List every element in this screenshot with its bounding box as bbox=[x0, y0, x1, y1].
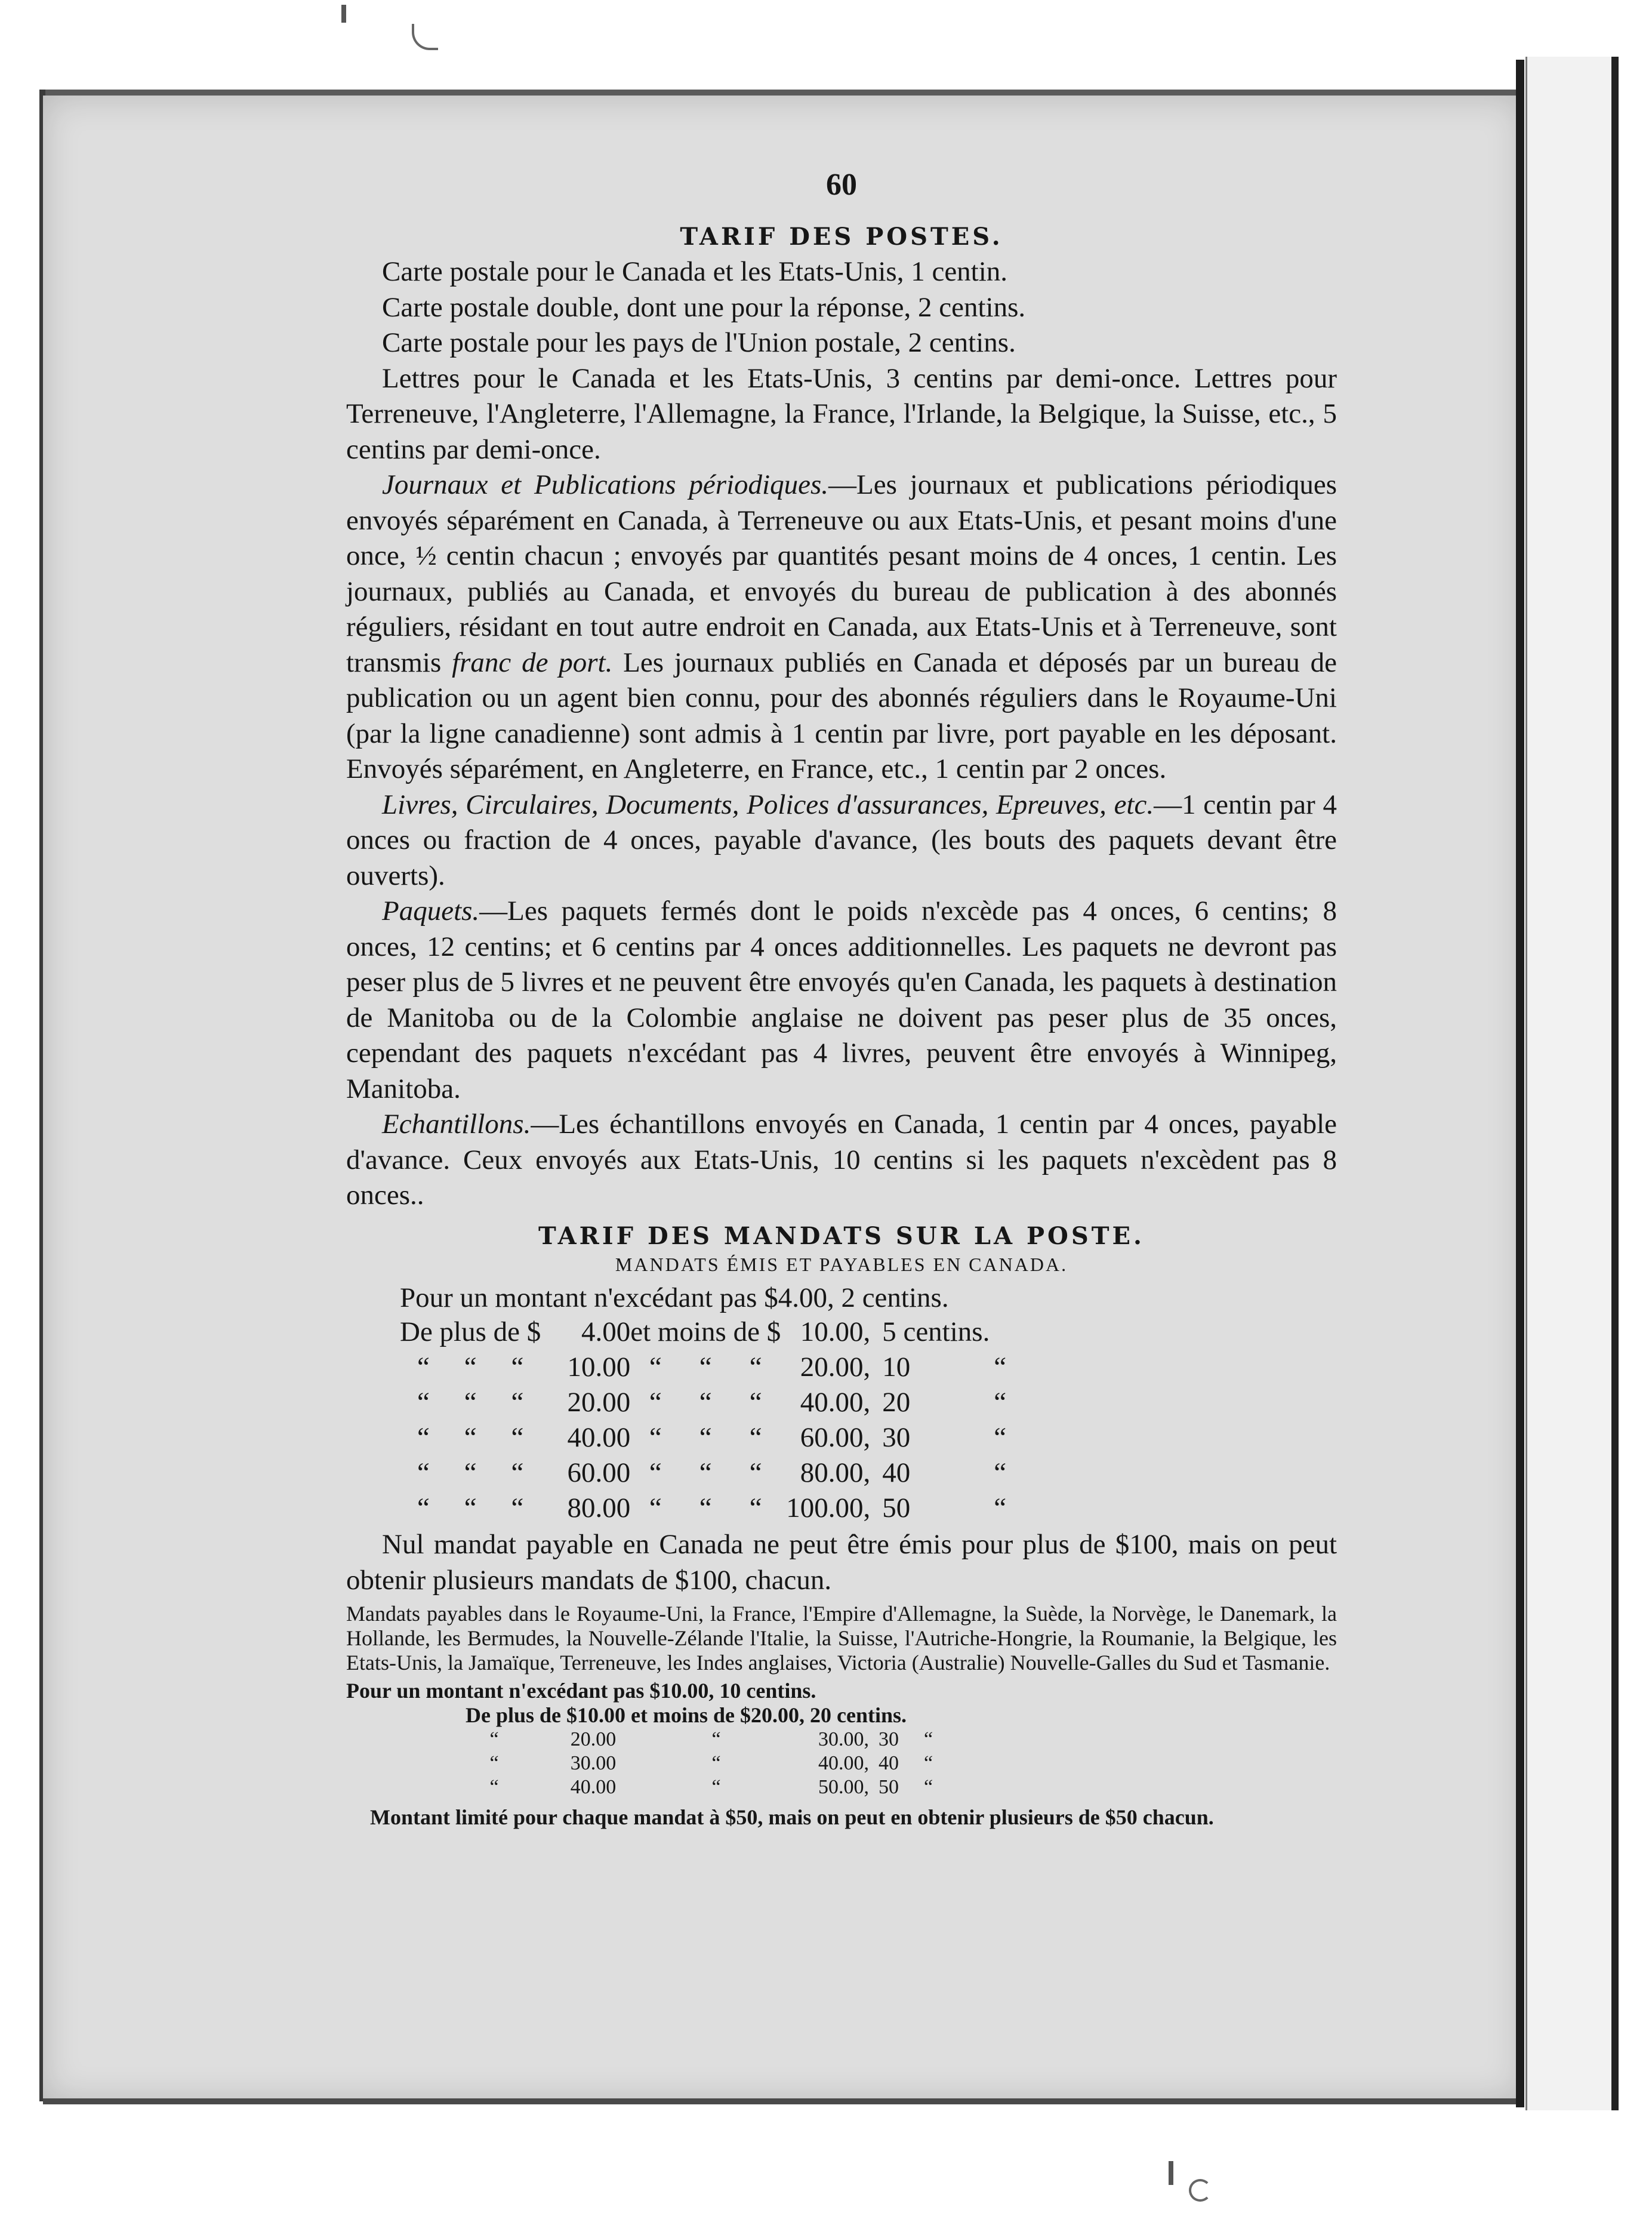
ditto-mark: “ bbox=[649, 1457, 662, 1488]
ditto-mark: “ bbox=[649, 1387, 662, 1418]
paragraph-text: Lettres pour le Canada et les Etats-Unis, 3 centins par demi-once. Lettres pour Terreneuve, l'Angleterre, l'Allemagne, la France, l'Irlande, la Belgique, la Suisse, etc., 5 centins par demi-once. bbox=[346, 362, 1337, 465]
ditto-mark: “ bbox=[994, 1422, 1007, 1453]
rate-value: 50 bbox=[882, 1492, 911, 1524]
paragraph-echantillons bbox=[346, 1107, 1337, 1214]
table-cell: 80.00, bbox=[800, 1457, 871, 1488]
paragraph-text: —Les échantillons envoyés en Canada, 1 centin par 4 onces, payable d'avance. Ceux envoyés aux Etats-Unis, 10 centins si les paquets n'excèdent pas 8 onces.. bbox=[346, 1109, 1337, 1211]
ditto-mark: “ bbox=[699, 1387, 712, 1418]
rate-value: 10 bbox=[882, 1352, 911, 1383]
paragraph-mandats-etranger bbox=[346, 1602, 1337, 1675]
ditto-mark: “ bbox=[464, 1457, 477, 1488]
rate-table bbox=[400, 1316, 1247, 1527]
page-text bbox=[346, 167, 1337, 1830]
table-cell: 20.00 bbox=[570, 1728, 617, 1750]
text-line: Pour un montant n'excédant pas $4.00, 2 centins. bbox=[400, 1282, 949, 1313]
table-row bbox=[400, 1457, 1247, 1492]
ditto-mark: “ bbox=[511, 1492, 524, 1524]
ditto-mark: “ bbox=[749, 1492, 762, 1524]
table-cell: De plus de $ bbox=[400, 1316, 541, 1347]
paragraph-text: Nul mandat payable en Canada ne peut être émis pour plus de $100, mais on peut obtenir plusieurs mandats de $100, chacun. bbox=[346, 1529, 1337, 1596]
table-cell: 60.00 bbox=[567, 1457, 631, 1488]
paragraph-text: Montant limité pour chaque mandat à $50, mais on peut en obtenir plusieurs de $50 chacun. bbox=[370, 1805, 1214, 1829]
paragraph-nul-mandat bbox=[346, 1527, 1337, 1598]
section-heading-mandats: TARIF DES MANDATS SUR LA POSTE. bbox=[538, 1221, 1145, 1250]
paragraph-text: Mandats payables dans le Royaume-Uni, la France, l'Empire d'Allemagne, la Suède, la Norvège, le Danemark, la Hollande, les Bermudes, la Nouvelle-Zélande l'Italie, la Suisse, l'Autriche-Hongrie, la Roumanie, la Belgique, les Etats-Unis, la Jamaïque, Terreneuve, les Indes anglaises, Victoria (Australie) Nouvelle-Galles du Sud et Tasmanie. bbox=[346, 1602, 1337, 1675]
table-cell: 60.00, bbox=[800, 1422, 871, 1453]
table-cell: 20.00 bbox=[567, 1387, 631, 1418]
table-row bbox=[400, 1421, 1247, 1457]
section-heading-postes: TARIF DES POSTES. bbox=[680, 223, 1003, 251]
text-line: De plus de $10.00 et moins de $20.00, 20 centins. bbox=[466, 1703, 907, 1727]
ditto-mark: “ bbox=[749, 1387, 762, 1418]
table-cell: 4.00 bbox=[581, 1316, 631, 1347]
ditto-mark: “ bbox=[924, 1728, 933, 1750]
ditto-mark: “ bbox=[649, 1352, 662, 1383]
table-cell bbox=[870, 1421, 1247, 1457]
ditto-mark: “ bbox=[994, 1492, 1007, 1524]
facing-page bbox=[1525, 57, 1617, 2110]
ditto-mark: “ bbox=[924, 1776, 933, 1798]
scan-mark bbox=[412, 24, 438, 50]
paragraph-label: Paquets. bbox=[382, 895, 480, 927]
ditto-mark: “ bbox=[711, 1752, 721, 1774]
ditto-mark: “ bbox=[649, 1422, 662, 1453]
ditto-mark: “ bbox=[699, 1457, 712, 1488]
ditto-mark: “ bbox=[417, 1352, 430, 1383]
section-subheading: MANDATS ÉMIS ET PAYABLES EN CANADA. bbox=[615, 1253, 1068, 1275]
table-row bbox=[400, 1386, 1247, 1421]
table-cell: 50 bbox=[879, 1776, 899, 1798]
table-cell: 5 centins. bbox=[882, 1316, 990, 1347]
ditto-mark: “ bbox=[749, 1422, 762, 1453]
ditto-mark: “ bbox=[511, 1422, 524, 1453]
ditto-mark: “ bbox=[417, 1422, 430, 1453]
ditto-mark: “ bbox=[649, 1492, 662, 1524]
ditto-mark: “ bbox=[699, 1422, 712, 1453]
ditto-mark: “ bbox=[511, 1387, 524, 1418]
table-row bbox=[466, 1752, 938, 1775]
table-cell: 50.00, bbox=[818, 1776, 869, 1798]
scan-mark bbox=[1189, 2179, 1212, 2202]
table-row bbox=[400, 1316, 1247, 1351]
table-row bbox=[400, 1492, 1247, 1527]
ditto-mark: “ bbox=[511, 1457, 524, 1488]
ditto-mark: “ bbox=[994, 1352, 1007, 1383]
ditto-mark: “ bbox=[994, 1387, 1007, 1418]
table-cell: 40.00, bbox=[800, 1387, 871, 1418]
ditto-mark: “ bbox=[511, 1352, 524, 1383]
text-line: Carte postale pour les pays de l'Union postale, 2 centins. bbox=[382, 327, 1016, 358]
table-row bbox=[466, 1728, 938, 1752]
table-cell: 40.00, bbox=[818, 1752, 869, 1774]
table-cell: et moins de $ bbox=[630, 1316, 781, 1347]
table-cell bbox=[870, 1457, 1247, 1492]
page-edge bbox=[43, 2098, 1523, 2104]
paragraph-italic: franc de port. bbox=[452, 647, 613, 678]
facing-page-edge bbox=[1611, 57, 1619, 2110]
ditto-mark: “ bbox=[417, 1492, 430, 1524]
table-cell: 80.00 bbox=[567, 1492, 631, 1524]
ditto-mark: “ bbox=[464, 1387, 477, 1418]
table-cell: 40.00 bbox=[567, 1422, 631, 1453]
ditto-mark: “ bbox=[699, 1492, 712, 1524]
text-line: Carte postale pour le Canada et les Etats-Unis, 1 centin. bbox=[382, 256, 1008, 287]
scan-mark bbox=[341, 5, 346, 23]
paragraph-label: Livres, Circulaires, Documents, Polices d'assurances, Epreuves, etc. bbox=[382, 789, 1154, 820]
book-spine bbox=[1516, 60, 1524, 2107]
table-cell bbox=[870, 1386, 1247, 1421]
ditto-mark: “ bbox=[464, 1352, 477, 1383]
paragraph-journaux bbox=[346, 467, 1337, 787]
ditto-mark: “ bbox=[749, 1352, 762, 1383]
ditto-mark: “ bbox=[699, 1352, 712, 1383]
paragraph-montant-limite bbox=[346, 1805, 1337, 1830]
rate-value: 40 bbox=[882, 1457, 911, 1488]
paragraph-label: Echantillons. bbox=[382, 1109, 531, 1140]
table-row bbox=[400, 1351, 1247, 1386]
table-row bbox=[466, 1775, 938, 1799]
scan-mark bbox=[1169, 2161, 1173, 2185]
ditto-mark: “ bbox=[464, 1492, 477, 1524]
table-cell: 30 bbox=[879, 1728, 899, 1750]
table-cell: 10.00 bbox=[567, 1352, 631, 1383]
table-cell: 20.00, bbox=[800, 1352, 871, 1383]
paragraph-text: —1 centin par 4 onces ou fraction de 4 onces, payable d'avance, (les bouts des paquets devant être ouverts). bbox=[346, 789, 1337, 891]
ditto-mark: “ bbox=[489, 1752, 499, 1774]
table-cell bbox=[870, 1351, 1247, 1386]
ditto-mark: “ bbox=[464, 1422, 477, 1453]
table-cell: 100.00, bbox=[786, 1492, 871, 1524]
text-line: Carte postale double, dont une pour la réponse, 2 centins. bbox=[382, 291, 1026, 323]
ditto-mark: “ bbox=[417, 1457, 430, 1488]
paragraph-paquets bbox=[346, 894, 1337, 1107]
ditto-mark: “ bbox=[711, 1728, 721, 1750]
ditto-mark: “ bbox=[994, 1457, 1007, 1488]
ditto-mark: “ bbox=[489, 1728, 499, 1750]
table-cell: 30.00 bbox=[570, 1752, 617, 1774]
paragraph-text: —Les paquets fermés dont le poids n'excède pas 4 onces, 6 centins; 8 onces, 12 centins; et 6 centins par 4 onces additionnelles. Les paquets ne devront pas peser plus de 5 livres et ne peuvent être envoyés qu'en Canada, les paquets à destination de Manitoba ou de la Colombie anglaise ne doivent pas peser plus de 35 onces, cependant des paquets n'excédant pas 4 livres, peuvent être envoyés à Winnipeg, Manitoba. bbox=[346, 895, 1337, 1104]
table-cell: 40.00 bbox=[570, 1776, 617, 1798]
ditto-mark: “ bbox=[749, 1457, 762, 1488]
ditto-mark: “ bbox=[711, 1776, 721, 1798]
table-cell: 30.00, bbox=[818, 1728, 869, 1750]
rate-table-small bbox=[466, 1728, 938, 1799]
ditto-mark: “ bbox=[489, 1776, 499, 1798]
paragraph-label: Journaux et Publications périodiques. bbox=[382, 469, 829, 500]
paragraph-text: —Les journaux et publications périodiques envoyés séparément en Canada, à Terreneuve ou aux Etats-Unis, et pesant moins d'une once, ½ centin chacun ; envoyés par quantités pesant moins de 4 onces, 1 centin. Les journaux, publiés au Canada, et envoyés du bureau de publication à des abonnés réguliers, résidant en tout autre endroit en Canada, aux Etats-Unis et à Terreneuve, sont transmis bbox=[346, 469, 1337, 678]
ditto-mark: “ bbox=[924, 1752, 933, 1774]
page-number: 60 bbox=[826, 168, 857, 202]
table-cell: 40 bbox=[879, 1752, 899, 1774]
paragraph-lettres bbox=[346, 361, 1337, 468]
text-line: Pour un montant n'excédant pas $10.00, 10 centins. bbox=[346, 1679, 816, 1703]
paragraph-livres bbox=[346, 787, 1337, 894]
table-cell bbox=[870, 1492, 1247, 1527]
ditto-mark: “ bbox=[417, 1387, 430, 1418]
rate-value: 20 bbox=[882, 1387, 911, 1418]
table-cell: 10.00, bbox=[800, 1316, 871, 1347]
rate-value: 30 bbox=[882, 1422, 911, 1453]
paragraph-text: Les journaux publiés en Canada et déposés par un bureau de publication ou un agent bien connu, pour des abonnés réguliers dans le Royaume-Uni (par la ligne canadienne) sont admis à 1 centin par livre, port payable en les déposant. Envoyés séparément, en Angleterre, en France, etc., 1 centin par 2 onces. bbox=[346, 647, 1337, 784]
